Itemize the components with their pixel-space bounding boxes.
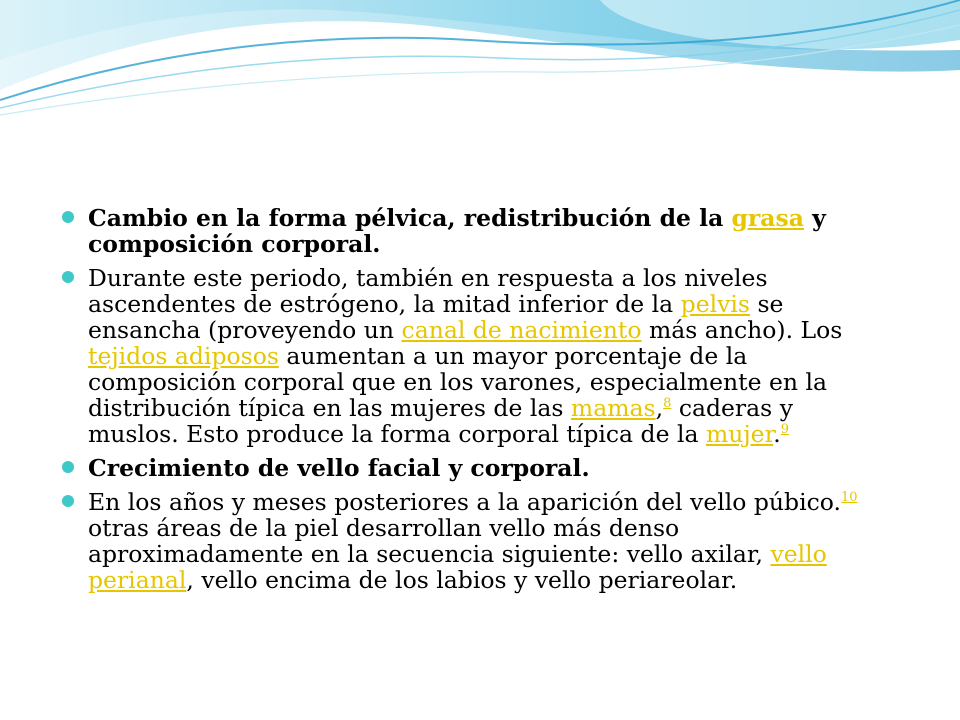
bullet-text: Cambio en la forma pélvica, redistribución de la bbox=[88, 204, 732, 232]
bullet-text: Durante este periodo, también en respuesta a los niveles ascendentes de estrógeno, la mitad inferior de la bbox=[88, 264, 768, 318]
footnote-link-9[interactable]: 9 bbox=[780, 422, 789, 438]
footnote-link-10[interactable]: 10 bbox=[840, 490, 858, 506]
link-mamas[interactable]: mamas bbox=[570, 394, 656, 422]
bullet-dot bbox=[62, 211, 74, 223]
link-canal-de-nacimiento[interactable]: canal de nacimiento bbox=[401, 316, 642, 344]
header-wave-decoration bbox=[0, 0, 960, 120]
bullet-text: , vello encima de los labios y vello periareolar. bbox=[186, 566, 738, 594]
bullet-text: . bbox=[773, 420, 781, 448]
bullet-dot bbox=[62, 495, 74, 507]
slide-content bbox=[60, 205, 870, 601]
bullet-hair-description bbox=[60, 489, 870, 593]
bullet-text: otras áreas de la piel desarrollan vello más denso aproximadamente en la secuencia siguiente: vello axilar, bbox=[88, 514, 771, 568]
bullet-text: Crecimiento de vello facial y corporal. bbox=[88, 454, 590, 482]
footnote-ref-9 bbox=[781, 422, 789, 437]
link-tejidos-adiposos[interactable]: tejidos adiposos bbox=[88, 342, 279, 370]
bullet-pelvic-change bbox=[60, 205, 870, 257]
bullet-pelvis-description bbox=[60, 265, 870, 447]
bullet-text: más ancho). Los bbox=[641, 316, 843, 344]
bullet-text: se ensancha (proveyendo un bbox=[88, 290, 784, 344]
footnote-link-8[interactable]: 8 bbox=[663, 396, 672, 412]
footnote-ref-10 bbox=[841, 490, 858, 505]
bullet-text: y composición corporal. bbox=[88, 204, 826, 258]
bullet-hair-growth bbox=[60, 455, 870, 481]
bullet-dot bbox=[62, 461, 74, 473]
bullet-text: , bbox=[655, 394, 664, 422]
link-grasa[interactable]: grasa bbox=[731, 204, 804, 232]
bullet-dot bbox=[62, 271, 74, 283]
link-pelvis[interactable]: pelvis bbox=[680, 290, 750, 318]
bullet-text: En los años y meses posteriores a la aparición del vello púbico. bbox=[88, 488, 841, 516]
link-vello-perianal[interactable]: vello perianal bbox=[88, 540, 827, 594]
bullet-text: caderas y muslos. Esto produce la forma corporal típica de la bbox=[88, 394, 793, 448]
bullet-text: aumentan a un mayor porcentaje de la composición corporal que en los varones, especialmente en la distribución típica en las mujeres de las bbox=[88, 342, 828, 422]
link-mujer[interactable]: mujer bbox=[705, 420, 774, 448]
